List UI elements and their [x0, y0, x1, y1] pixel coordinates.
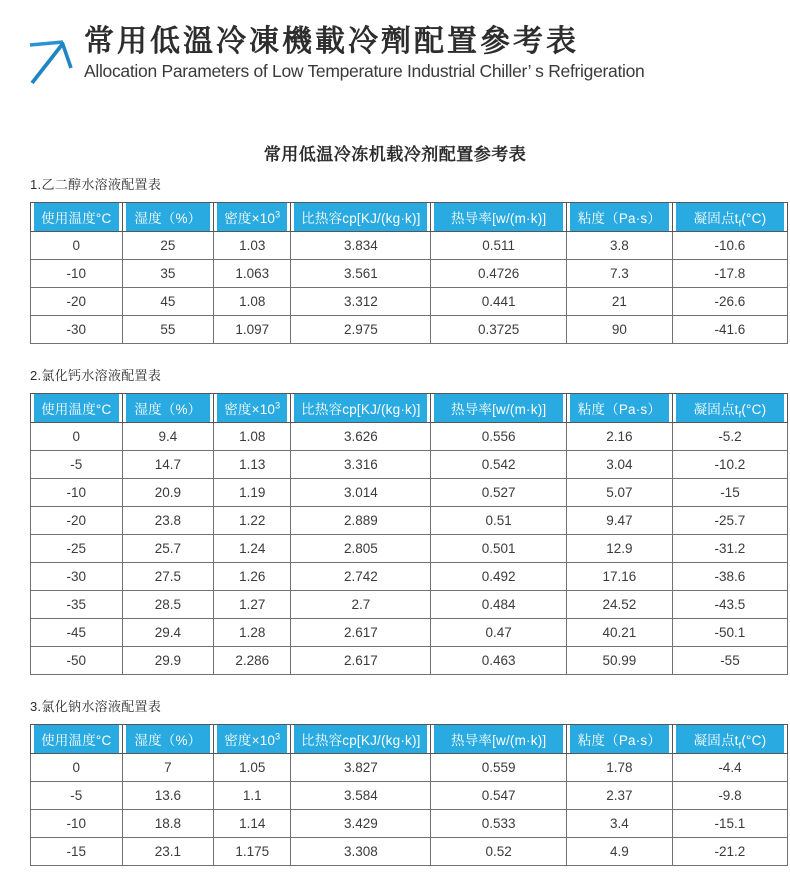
table-header-row — [31, 394, 788, 423]
table-cell: 3.561 — [291, 260, 431, 288]
table-cell: 9.47 — [566, 507, 672, 535]
arrow-up-right-icon — [24, 30, 82, 90]
table-header-cell: 密度$\times 10^3$ — [214, 725, 291, 754]
table-cell: 2.889 — [291, 507, 431, 535]
table-cell: 28.5 — [122, 591, 214, 619]
table-cell: 0.492 — [431, 563, 567, 591]
table-cell: 2.16 — [566, 423, 672, 451]
table-cell: 0.441 — [431, 288, 567, 316]
table-cell: 3.014 — [291, 479, 431, 507]
table-cell: -26.6 — [672, 288, 787, 316]
table-cell: 1.28 — [214, 619, 291, 647]
table-cell: 3.308 — [291, 838, 431, 866]
table-cell: 7.3 — [566, 260, 672, 288]
table-row — [31, 535, 788, 563]
table-cell: 27.5 — [122, 563, 214, 591]
table-cell: 0.4726 — [431, 260, 567, 288]
brand-subtitle: Allocation Parameters of Low Temperature Industrial Chiller’ s Refrigeration — [84, 60, 645, 81]
table-cell: 1.26 — [214, 563, 291, 591]
table-cell: 2.37 — [566, 782, 672, 810]
table-row — [31, 451, 788, 479]
table-cell: 3.4 — [566, 810, 672, 838]
table-cell: 0.559 — [431, 754, 567, 782]
table-cell: -55 — [672, 647, 787, 675]
table-header-cell: 热导率[w/(m·k)] — [431, 394, 567, 423]
table-header-cell: 湿度（%） — [122, 394, 214, 423]
table-cell: -10 — [31, 260, 123, 288]
table-header-cell: 粘度（Pa·s） — [566, 394, 672, 423]
table-cell: 0.547 — [431, 782, 567, 810]
table-cell: 9.4 — [122, 423, 214, 451]
section-label-2: 2.氯化钙水溶液配置表 — [30, 368, 162, 383]
table-cell: 40.21 — [566, 619, 672, 647]
table-cell: 90 — [566, 316, 672, 344]
table-header-cell: 凝固点$t_f(^\circ C)$ — [672, 203, 787, 232]
table-header-cell: 密度$\times 10^3$ — [214, 203, 291, 232]
table-header-cell: 凝固点$t_f(^\circ C)$ — [672, 394, 787, 423]
table-cell: 2.975 — [291, 316, 431, 344]
table-row — [31, 507, 788, 535]
table-cell: 3.312 — [291, 288, 431, 316]
table-cell: -5.2 — [672, 423, 787, 451]
table-cell: 25 — [122, 232, 214, 260]
table-cell: 50.99 — [566, 647, 672, 675]
table-cell: -15 — [31, 838, 123, 866]
brand-title: 常用低溫冷凍機載冷劑配置參考表 — [84, 25, 579, 58]
doc-title: 常用低温冷冻机载冷剂配置参考表 — [263, 145, 527, 164]
table-cell: 0.533 — [431, 810, 567, 838]
table-cell: -21.2 — [672, 838, 787, 866]
table-cell: 0.3725 — [431, 316, 567, 344]
table-cell: 1.1 — [214, 782, 291, 810]
table-cell: 0 — [31, 423, 123, 451]
table-header-row — [31, 203, 788, 232]
table-cell: 3.8 — [566, 232, 672, 260]
table-cell: 24.52 — [566, 591, 672, 619]
table-cell: 29.4 — [122, 619, 214, 647]
table-cell: 45 — [122, 288, 214, 316]
table-cell: 2.742 — [291, 563, 431, 591]
table-cell: -43.5 — [672, 591, 787, 619]
table-cell: -4.4 — [672, 754, 787, 782]
table-cell: -15.1 — [672, 810, 787, 838]
table-row — [31, 647, 788, 675]
table-cell: 0.484 — [431, 591, 567, 619]
table-cell: 3.626 — [291, 423, 431, 451]
section-label-1: 1.乙二醇水溶液配置表 — [30, 177, 162, 192]
table-row — [31, 782, 788, 810]
table-cell: -25 — [31, 535, 123, 563]
table-cell: 25.7 — [122, 535, 214, 563]
table-header-cell: 比热容cp[KJ/(kg·k)] — [291, 725, 431, 754]
table-header-cell: 凝固点$t_f(^\circ C)$ — [672, 725, 787, 754]
table-cell: 23.8 — [122, 507, 214, 535]
table-header-cell: 热导率[w/(m·k)] — [431, 725, 567, 754]
table-cell: -45 — [31, 619, 123, 647]
table-cell: 18.8 — [122, 810, 214, 838]
table-cell: 5.07 — [566, 479, 672, 507]
table-cell: 0.527 — [431, 479, 567, 507]
table-cell: 1.175 — [214, 838, 291, 866]
table-header-cell: 使用温度°C — [31, 394, 123, 423]
table-cell: 55 — [122, 316, 214, 344]
table-row — [31, 288, 788, 316]
params-table-1 — [30, 202, 788, 344]
table-cell: -10.2 — [672, 451, 787, 479]
table-row — [31, 423, 788, 451]
table-cell: 1.14 — [214, 810, 291, 838]
table-cell: 1.22 — [214, 507, 291, 535]
table-cell: 1.27 — [214, 591, 291, 619]
table-header-cell: 粘度（Pa·s） — [566, 725, 672, 754]
table-cell: -30 — [31, 563, 123, 591]
table-cell: 1.097 — [214, 316, 291, 344]
table-row — [31, 563, 788, 591]
table-header-cell: 湿度（%） — [122, 725, 214, 754]
brand-text-block — [84, 26, 644, 82]
table-cell: 2.617 — [291, 647, 431, 675]
table-row — [31, 810, 788, 838]
table-header-cell: 湿度（%） — [122, 203, 214, 232]
table-row — [31, 591, 788, 619]
table-cell: 3.834 — [291, 232, 431, 260]
table-cell: -41.6 — [672, 316, 787, 344]
table-row — [31, 260, 788, 288]
table-cell: 0.542 — [431, 451, 567, 479]
table-cell: -35 — [31, 591, 123, 619]
table-cell: -38.6 — [672, 563, 787, 591]
table-row — [31, 316, 788, 344]
brand-header — [0, 0, 790, 90]
table-cell: -10 — [31, 810, 123, 838]
table-row — [31, 619, 788, 647]
table-cell: 0.556 — [431, 423, 567, 451]
table-cell: 0.47 — [431, 619, 567, 647]
table-row — [31, 754, 788, 782]
table-cell: -10.6 — [672, 232, 787, 260]
table-cell: 2.7 — [291, 591, 431, 619]
table-cell: 2.805 — [291, 535, 431, 563]
table-cell: -15 — [672, 479, 787, 507]
table-cell: 3.827 — [291, 754, 431, 782]
table-cell: 35 — [122, 260, 214, 288]
params-table-2 — [30, 393, 788, 675]
table-cell: 0 — [31, 232, 123, 260]
table-header-cell: 粘度（Pa·s） — [566, 203, 672, 232]
table-cell: 3.429 — [291, 810, 431, 838]
table-cell: 0 — [31, 754, 123, 782]
table-cell: 0.51 — [431, 507, 567, 535]
table-cell: -31.2 — [672, 535, 787, 563]
table-cell: 0.511 — [431, 232, 567, 260]
table-cell: -5 — [31, 782, 123, 810]
table-cell: 1.19 — [214, 479, 291, 507]
table-cell: 20.9 — [122, 479, 214, 507]
table-row — [31, 838, 788, 866]
table-cell: 1.03 — [214, 232, 291, 260]
table-cell: 4.9 — [566, 838, 672, 866]
table-header-cell: 比热容cp[KJ/(kg·k)] — [291, 203, 431, 232]
table-cell: -20 — [31, 288, 123, 316]
table-cell: 21 — [566, 288, 672, 316]
table-cell: 2.286 — [214, 647, 291, 675]
table-row — [31, 232, 788, 260]
table-cell: 1.13 — [214, 451, 291, 479]
table-cell: -25.7 — [672, 507, 787, 535]
table-cell: 13.6 — [122, 782, 214, 810]
table-header-row — [31, 725, 788, 754]
section-label-3: 3.氯化钠水溶液配置表 — [30, 699, 162, 714]
table-cell: -20 — [31, 507, 123, 535]
table-cell: 0.501 — [431, 535, 567, 563]
table-cell: -5 — [31, 451, 123, 479]
table-row — [31, 479, 788, 507]
tables-container — [30, 174, 788, 866]
table-cell: 23.1 — [122, 838, 214, 866]
table-cell: 3.316 — [291, 451, 431, 479]
table-cell: 29.9 — [122, 647, 214, 675]
table-header-cell: 密度$\times 10^3$ — [214, 394, 291, 423]
table-cell: -17.8 — [672, 260, 787, 288]
table-cell: 1.05 — [214, 754, 291, 782]
table-header-cell: 热导率[w/(m·k)] — [431, 203, 567, 232]
table-cell: -10 — [31, 479, 123, 507]
table-cell: 1.08 — [214, 288, 291, 316]
table-cell: 3.584 — [291, 782, 431, 810]
table-header-cell: 比热容cp[KJ/(kg·k)] — [291, 394, 431, 423]
table-cell: 1.78 — [566, 754, 672, 782]
table-cell: 17.16 — [566, 563, 672, 591]
table-cell: 12.9 — [566, 535, 672, 563]
table-header-cell: 使用温度°C — [31, 203, 123, 232]
table-cell: 3.04 — [566, 451, 672, 479]
table-cell: 0.463 — [431, 647, 567, 675]
table-cell: 14.7 — [122, 451, 214, 479]
table-cell: 1.24 — [214, 535, 291, 563]
table-cell: 1.08 — [214, 423, 291, 451]
table-cell: 7 — [122, 754, 214, 782]
table-cell: -50.1 — [672, 619, 787, 647]
params-table-3 — [30, 724, 788, 866]
table-cell: 2.617 — [291, 619, 431, 647]
table-cell: 0.52 — [431, 838, 567, 866]
table-cell: -9.8 — [672, 782, 787, 810]
table-cell: -30 — [31, 316, 123, 344]
table-cell: -50 — [31, 647, 123, 675]
table-cell: 1.063 — [214, 260, 291, 288]
table-header-cell: 使用温度°C — [31, 725, 123, 754]
